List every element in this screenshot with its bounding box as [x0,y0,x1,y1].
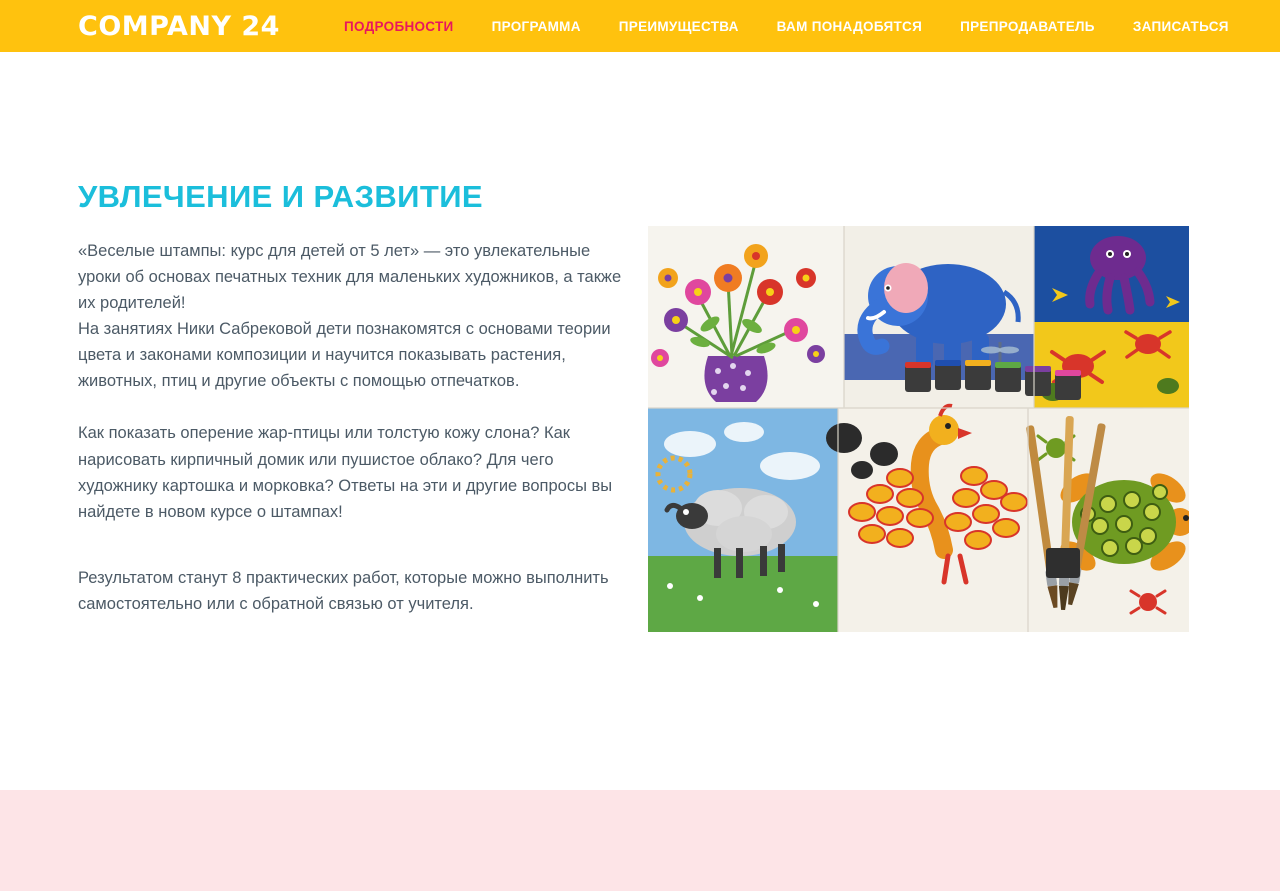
course-illustration [648,226,1189,632]
intro-paragraph: «Веселые штампы: курс для детей от 5 лет» — это увлекательные уроки об основах печатных техник для маленьких художников, а также их родителей! На занятиях Ники Сабрековой дети познакомятся с основами теории цвета и законами композиции и научится показывать растения, животных, птиц и другие объекты с помощью отпечатков. [78,242,622,391]
footer-band [0,790,1280,891]
questions-paragraph: Как показать оперение жар-птицы или толстую кожу слона? Как нарисовать кирпичный домик или пушистое облако? Для чего художнику картошка и морковка? Ответы на эти и другие вопросы вы найдете в новом курсе о штампах! [78,424,613,521]
nav-item-programma[interactable]: ПРОГРАММА [491,18,581,34]
main-section [0,52,1280,790]
nav-item-vam-ponadobyatsya[interactable]: ВАМ ПОНАДОБЯТСЯ [776,18,923,34]
nav-item-preimushchestva[interactable]: ПРЕИМУЩЕСТВА [618,18,739,34]
nav-item-prepodavatel[interactable]: ПРЕПРОДАВАТЕЛЬ [960,18,1095,34]
site-logo[interactable]: COMPANY 24 [78,10,280,42]
main-navigation [344,19,1229,34]
page-title: УВЛЕЧЕНИЕ И РАЗВИТИЕ [78,179,483,214]
site-header [0,0,1280,52]
text-column [78,180,623,617]
nav-item-zapisatsya[interactable]: ЗАПИСАТЬСЯ [1132,18,1229,34]
nav-item-podrobnosti[interactable]: ПОДРОБНОСТИ [343,18,454,34]
result-paragraph: Результатом станут 8 практических работ, которые можно выполнить самостоятельно или с обратной связью от учителя. [78,568,609,613]
